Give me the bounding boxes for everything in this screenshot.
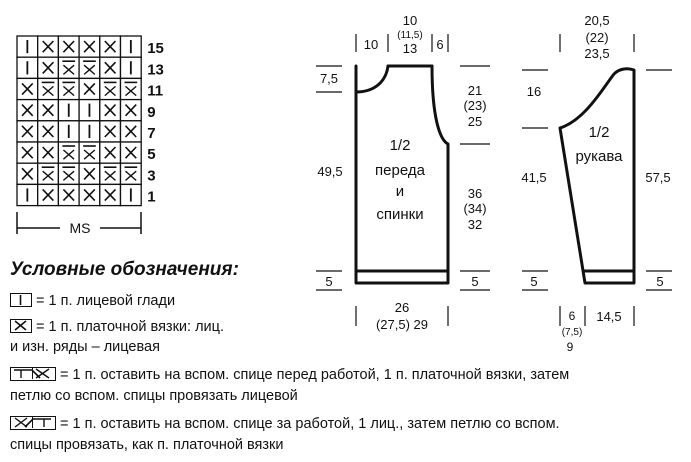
legend-item-cross-front-cont xyxy=(10,387,298,406)
chart-cell xyxy=(121,142,142,163)
row-number: 7 xyxy=(147,125,156,142)
legend-item4-text-b: спицы провязать, как п. платочной вязки xyxy=(10,437,284,453)
sleeve-outline xyxy=(560,69,634,283)
fb-rib-left: 5 xyxy=(325,274,333,289)
fb-armhole-2: (23) xyxy=(463,98,487,113)
chart-cell xyxy=(38,57,59,78)
fb-top-total-alt2: 13 xyxy=(402,41,418,56)
sleeve-rib-left: 5 xyxy=(530,274,538,289)
fb-total-height: 49,5 xyxy=(317,164,343,179)
legend-title: Условные обозначения: xyxy=(10,259,239,280)
fb-label-1: 1/2 xyxy=(389,137,411,154)
sleeve-bottom-left-3: 9 xyxy=(566,340,574,354)
chart-cell xyxy=(17,36,38,57)
fb-neck-depth: 7,5 xyxy=(319,71,339,86)
sleeve-label-1: 1/2 xyxy=(588,124,610,141)
legend-item-garter-cont xyxy=(10,338,160,357)
row-number: 13 xyxy=(147,61,164,79)
row-number: 5 xyxy=(147,146,156,164)
row-numbers xyxy=(147,40,164,205)
knitting-chart xyxy=(17,36,141,206)
legend-item3-text-a: = 1 п. оставить на вспом. спице перед работой, 1 п. платочной вязки, затем xyxy=(60,367,570,383)
chart-cell xyxy=(17,163,38,184)
chart-cell xyxy=(100,184,121,205)
fb-top-total: 10 xyxy=(402,13,418,28)
fb-top-right: 6 xyxy=(436,37,444,52)
chart-cell xyxy=(38,78,59,99)
sleeve-rib-right: 5 xyxy=(656,274,664,289)
chart-cell xyxy=(58,142,79,163)
chart-cell xyxy=(121,121,142,142)
sleeve-top-2: (22) xyxy=(585,30,609,45)
chart-cell xyxy=(17,142,38,163)
legend-item1-text: = 1 п. лицевой глади xyxy=(36,293,176,309)
legend-item2-text-a: = 1 п. платочной вязки: лиц. xyxy=(36,319,224,335)
chart-cell xyxy=(17,100,38,121)
chart-cell xyxy=(38,121,59,142)
chart-cell xyxy=(58,121,79,142)
chart-cell xyxy=(58,36,79,57)
chart-cell xyxy=(121,78,142,99)
chart-cell xyxy=(58,163,79,184)
legend-item-cross-back-cont xyxy=(10,436,284,455)
chart-cell xyxy=(121,57,142,78)
legend-item4-text-a: = 1 п. оставить на вспом. спице за работой, 1 лиц., затем петлю со вспом. xyxy=(60,416,560,432)
chart-cell xyxy=(121,184,142,205)
chart-cell xyxy=(38,163,59,184)
cross-back-icon xyxy=(10,416,56,430)
chart-cell xyxy=(100,142,121,163)
fb-width-2: (27,5) 29 xyxy=(375,317,429,332)
sleeve-cap-height: 16 xyxy=(526,84,542,99)
chart-cell xyxy=(79,78,100,99)
chart-cell xyxy=(121,100,142,121)
chart-cell xyxy=(79,57,100,78)
chart-cell xyxy=(100,121,121,142)
legend-item-cross-back xyxy=(10,415,560,434)
sleeve-left-height: 41,5 xyxy=(521,170,547,185)
fb-side-2: (34) xyxy=(463,201,487,216)
chart-cell xyxy=(38,100,59,121)
chart-cell xyxy=(100,36,121,57)
fb-armhole-1: 21 xyxy=(467,83,483,98)
chart-cell xyxy=(38,184,59,205)
garter-stitch-icon xyxy=(10,319,32,333)
ms-label: MS xyxy=(69,220,91,236)
chart-cell xyxy=(79,142,100,163)
fb-label-2: переда xyxy=(375,162,425,179)
fb-rib-right: 5 xyxy=(471,274,479,289)
chart-cell xyxy=(79,163,100,184)
chart-cell xyxy=(79,184,100,205)
chart-cell xyxy=(58,78,79,99)
fb-side-1: 36 xyxy=(467,186,483,201)
legend-item-garter xyxy=(10,318,224,337)
chart-cell xyxy=(79,36,100,57)
knit-stitch-icon xyxy=(10,293,32,307)
chart-cell xyxy=(17,78,38,99)
row-number: 9 xyxy=(147,103,156,121)
cross-front-icon xyxy=(10,367,56,381)
sleeve-bottom-left-2: (7,5) xyxy=(561,327,583,338)
fb-width-1: 26 xyxy=(394,300,410,315)
chart-cell xyxy=(121,36,142,57)
fb-label-3: и xyxy=(395,183,405,200)
sleeve-bottom-left-1: 6 xyxy=(568,309,576,323)
row-number: 1 xyxy=(147,188,156,206)
chart-cell xyxy=(79,100,100,121)
row-number: 11 xyxy=(147,82,164,100)
chart-cell xyxy=(79,121,100,142)
chart-cell xyxy=(17,57,38,78)
chart-cell xyxy=(58,184,79,205)
sleeve-top-3: 23,5 xyxy=(584,46,610,61)
chart-cell xyxy=(38,142,59,163)
chart-cell xyxy=(17,184,38,205)
sleeve-top-1: 20,5 xyxy=(584,13,610,28)
chart-cell xyxy=(100,78,121,99)
fb-top-left: 10 xyxy=(363,37,379,52)
sleeve-label-2: рукава xyxy=(575,148,623,165)
chart-cell xyxy=(38,36,59,57)
legend-item2-text-b: и изн. ряды – лицевая xyxy=(10,339,160,355)
sleeve-bottom-right: 14,5 xyxy=(596,309,622,324)
chart-cell xyxy=(100,163,121,184)
legend-item3-text-b: петлю со вспом. спицы провязать лицевой xyxy=(10,388,298,404)
sleeve-right-height: 57,5 xyxy=(645,170,671,185)
fb-armhole-3: 25 xyxy=(467,114,483,129)
chart-cell xyxy=(58,57,79,78)
chart-cell xyxy=(100,57,121,78)
row-number: 3 xyxy=(147,167,156,185)
chart-cell xyxy=(121,163,142,184)
legend-item-cross-front xyxy=(10,366,569,385)
chart-cell xyxy=(17,121,38,142)
legend-item-knit xyxy=(10,292,175,311)
fb-label-4: спинки xyxy=(376,206,424,223)
chart-cell xyxy=(58,100,79,121)
chart-cell xyxy=(100,100,121,121)
row-number: 15 xyxy=(147,40,164,58)
fb-top-total-alt: (11,5) xyxy=(397,30,423,41)
fb-side-3: 32 xyxy=(467,217,483,232)
